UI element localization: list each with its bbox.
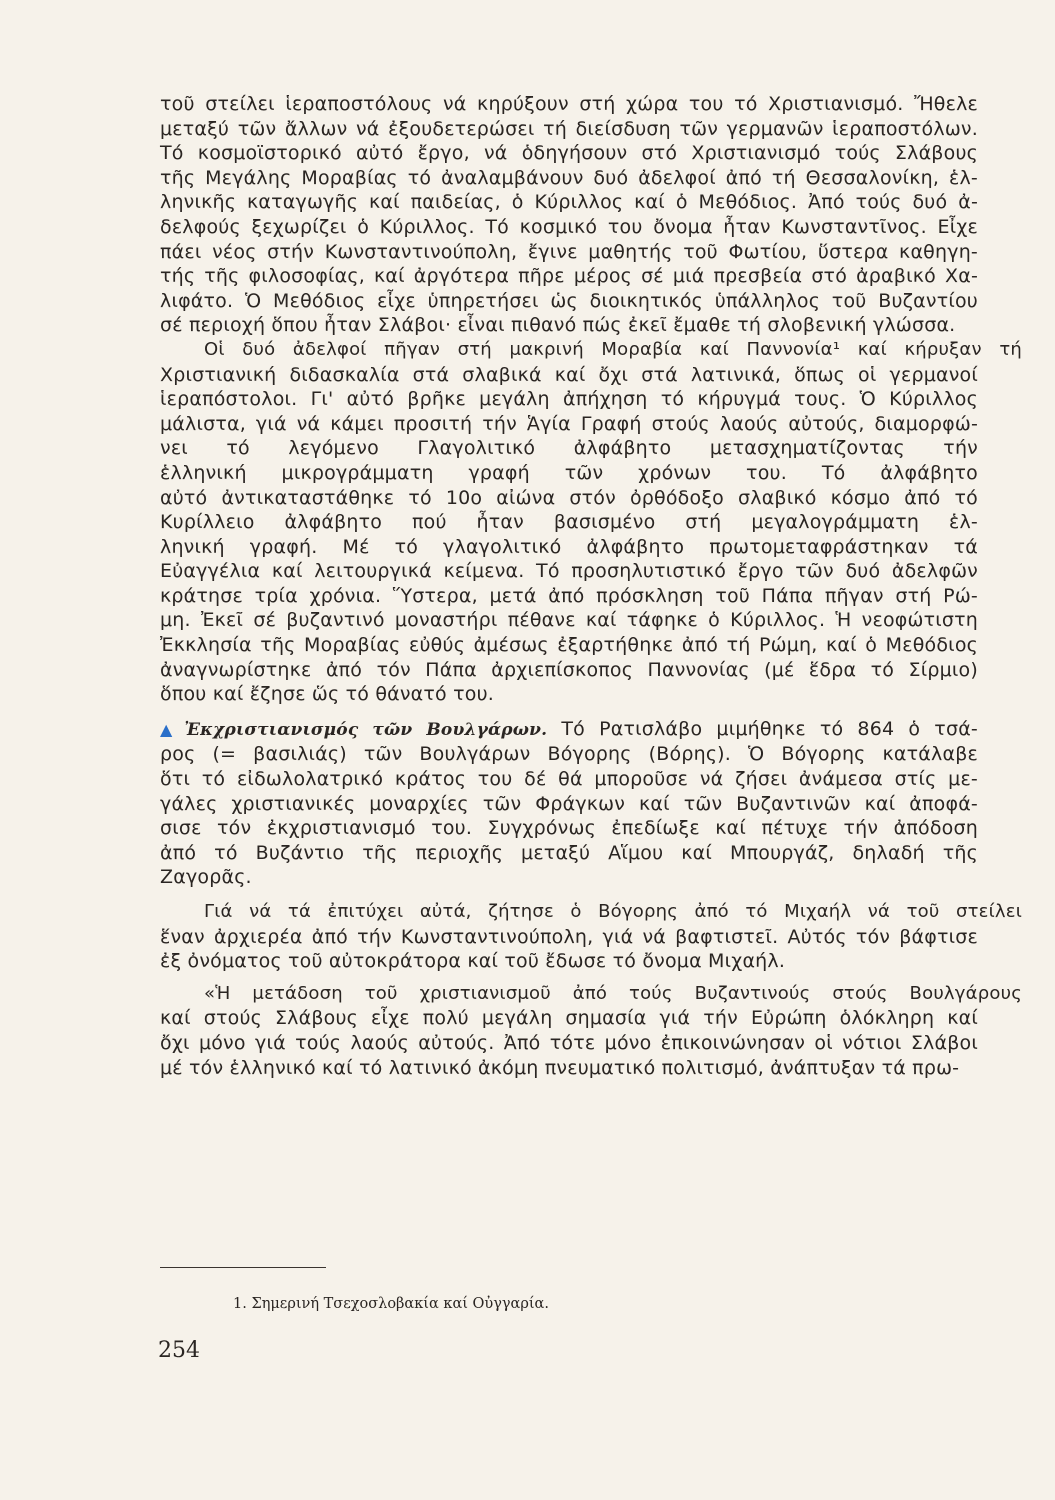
paragraph-4 <box>160 900 1022 974</box>
paragraph2-line: Ἐκκλησία τῆς Μοραβίας εὐθύς ἀμέσως ἐξαρτήθηκε ἀπό τή Ρώμη, καί ὁ Μεθόδιος <box>160 634 978 657</box>
paragraph1-line: πάει νέος στήν Κωνσταντινούπολη, ἔγινε μαθητής τοῦ Φωτίου, ὕστερα καθηγη- <box>160 240 978 263</box>
section-heading: Ἐκχριστιανισμός τῶν Βουλγάρων. <box>184 719 548 740</box>
paragraph2-line: Χριστιανική διδασκαλία στά σλαβικά καί ὄχι στά λατινικά, ὅπως οἱ γερμανοί <box>160 363 978 386</box>
page-number: 254 <box>158 1338 200 1363</box>
paragraph3-line: ρος (= βασιλιάς) τῶν Βουλγάρων Βόγορης (Βόρης). Ὁ Βόγορης κατάλαβε <box>160 743 978 766</box>
paragraph5-line: καί στούς Σλάβους εἶχε πολύ μεγάλη σημασία γιά τήν Εὐρώπη ὁλόκληρη καί <box>160 1007 978 1030</box>
body-text <box>160 92 1022 1080</box>
paragraph2-line: Οἱ δυό ἀδελφοί πῆγαν στή μακρινή Μοραβία καί Παννονία¹ καί κήρυξαν τή <box>204 338 1022 360</box>
paragraph1-line: Τό κοσμοϊστορικό αὐτό ἔργο, νά ὁδηγήσουν στό Χριστιανισμό τούς Σλάβους <box>160 142 978 165</box>
paragraph2-line: ληνική γραφή. Μέ τό γλαγολιτικό ἀλφάβητο πρωτομεταφράστηκαν τά <box>160 535 978 558</box>
paragraph3-line: σισε τόν ἐκχριστιανισμό του. Συγχρόνως ἐπεδίωξε καί πέτυχε τήν ἀπόδοση <box>160 817 978 840</box>
paragraph2-line: ἑλληνική μικρογράμματη γραφή τῶν χρόνων του. Τό ἀλφάβητο <box>160 461 978 484</box>
paragraph1-line: τῆς Μεγάλης Μοραβίας τό ἀναλαμβάνουν δυό ἀδελφοί ἀπό τή Θεσσαλονίκη, ἑλ- <box>160 166 978 189</box>
paragraph-2 <box>160 338 1022 707</box>
footnote-divider <box>160 1267 326 1268</box>
footnote: 1. Σημερινή Τσεχοσλοβακία καί Οὐγγαρία. <box>233 1296 549 1312</box>
paragraph1-line: τοῦ στείλει ἱεραποστόλους νά κηρύξουν στή χώρα του τό Χριστιανισμό. Ἤθελε <box>160 93 978 115</box>
paragraph-5 <box>160 982 1022 1080</box>
paragraph2-line: ἱεραπόστολοι. Γι' αὐτό βρῆκε μεγάλη ἀπήχηση τό κήρυγμά τους. Ὁ Κύριλλος <box>160 388 978 411</box>
paragraph1-line: δελφούς ξεχωρίζει ὁ Κύριλλος. Τό κοσμικό του ὄνομα ἦταν Κωνσταντῖνος. Εἶχε <box>160 215 978 238</box>
section-marker: ▲ <box>160 719 181 739</box>
paragraph3-line: Ζαγορᾶς. <box>160 866 252 889</box>
paragraph2-line: αὐτό ἀντικαταστάθηκε τό 10ο αἰώνα στόν ὀρθόδοξο σλαβικό κόσμο ἀπό τό <box>160 486 978 509</box>
paragraph2-line: μάλιστα, γιά νά κάμει προσιτή τήν Ἁγία Γραφή στούς λαούς αὐτούς, διαμορφώ- <box>160 412 978 435</box>
paragraph-3-line: Τό Ρατισλάβο μιμήθηκε τό 864 ὁ τσά- <box>561 717 978 740</box>
paragraph2-line: νει τό λεγόμενο Γλαγολιτικό ἀλφάβητο μετασχηματίζοντας τήν <box>160 437 978 460</box>
paragraph-1 <box>160 92 978 338</box>
paragraph2-line: Κυρίλλειο ἀλφάβητο πού ἦταν βασισμένο στή μεγαλογράμματη ἑλ- <box>160 511 978 534</box>
paragraph3-line: γάλες χριστιανικές μοναρχίες τῶν Φράγκων καί τῶν Βυζαντινῶν καί ἀποφά- <box>160 792 978 815</box>
paragraph5-line: ὄχι μόνο γιά τούς λαούς αὐτούς. Ἀπό τότε μόνο ἐπικοινώνησαν οἱ νότιοι Σλάβοι <box>160 1031 978 1054</box>
paragraph-3 <box>160 717 978 890</box>
paragraph1-line: τής τῆς φιλοσοφίας, καί ἀργότερα πῆρε μέρος σέ μιά πρεσβεία στό ἀραβικό Χα- <box>160 265 978 288</box>
paragraph1-line: λιφάτο. Ὁ Μεθόδιος εἶχε ὑπηρετήσει ὡς διοικητικός ὑπάλληλος τοῦ Βυζαντίου <box>160 289 978 312</box>
paragraph1-line: σέ περιοχή ὅπου ἦταν Σλάβοι· εἶναι πιθανό πώς ἐκεῖ ἔμαθε τή σλοβενική γλώσσα. <box>160 314 956 337</box>
paragraph2-line: Εὐαγγέλια καί λειτουργικά κείμενα. Τό προσηλυτιστικό ἔργο τῶν δυό ἀδελφῶν <box>160 560 978 583</box>
paragraph2-line: ὅπου καί ἔζησε ὥς τό θάνατό του. <box>160 683 495 706</box>
paragraph4-line: Γιά νά τά ἐπιτύχει αὐτά, ζήτησε ὁ Βόγορης ἀπό τό Μιχαήλ νά τοῦ στείλει <box>204 901 1022 922</box>
paragraph1-line: ληνικῆς καταγωγῆς καί παιδείας, ὁ Κύριλλος καί ὁ Μεθόδιος. Ἀπό τούς δυό ἀ- <box>160 191 978 214</box>
paragraph2-line: μη. Ἐκεῖ σέ βυζαντινό μοναστήρι πέθανε καί τάφηκε ὁ Κύριλλος. Ἡ νεοφώτιστη <box>160 609 978 632</box>
paragraph4-line: ἕναν ἀρχιερέα ἀπό τήν Κωνσταντινούπολη, γιά νά βαφτιστεῖ. Αὐτός τόν βάφτισε <box>160 925 978 948</box>
paragraph5-line: «Ἡ μετάδοση τοῦ χριστιανισμοῦ ἀπό τούς Βυζαντινούς στούς Βουλγάρους <box>204 982 1022 1004</box>
paragraph3-line: ὅτι τό εἰδωλολατρικό κράτος του δέ θά μποροῦσε νά ζήσει ἀνάμεσα στίς με- <box>160 768 978 791</box>
paragraph1-line: μεταξύ τῶν ἄλλων νά ἐξουδετερώσει τή διείσδυση τῶν γερμανῶν ἱεραποστόλων. <box>160 117 978 140</box>
paragraph2-line: κράτησε τρία χρόνια. Ὕστερα, μετά ἀπό πρόσκληση τοῦ Πάπα πῆγαν στή Ρώ- <box>160 584 978 607</box>
paragraph5-line: μέ τόν ἑλληνικό καί τό λατινικό ἀκόμη πνευματικό πολιτισμό, ἀνάπτυξαν τά πρω- <box>160 1056 960 1079</box>
paragraph4-line: ἐξ ὀνόματος τοῦ αὐτοκράτορα καί τοῦ ἔδωσε τό ὄνομα Μιχαήλ. <box>160 950 786 973</box>
paragraph2-line: ἀναγνωρίστηκε ἀπό τόν Πάπα ἀρχιεπίσκοπος Παννονίας (μέ ἕδρα τό Σίρμιο) <box>160 658 978 681</box>
paragraph3-line: ἀπό τό Βυζάντιο τῆς περιοχῆς μεταξύ Αἵμου καί Μπουργάζ, δηλαδή τῆς <box>160 841 978 864</box>
